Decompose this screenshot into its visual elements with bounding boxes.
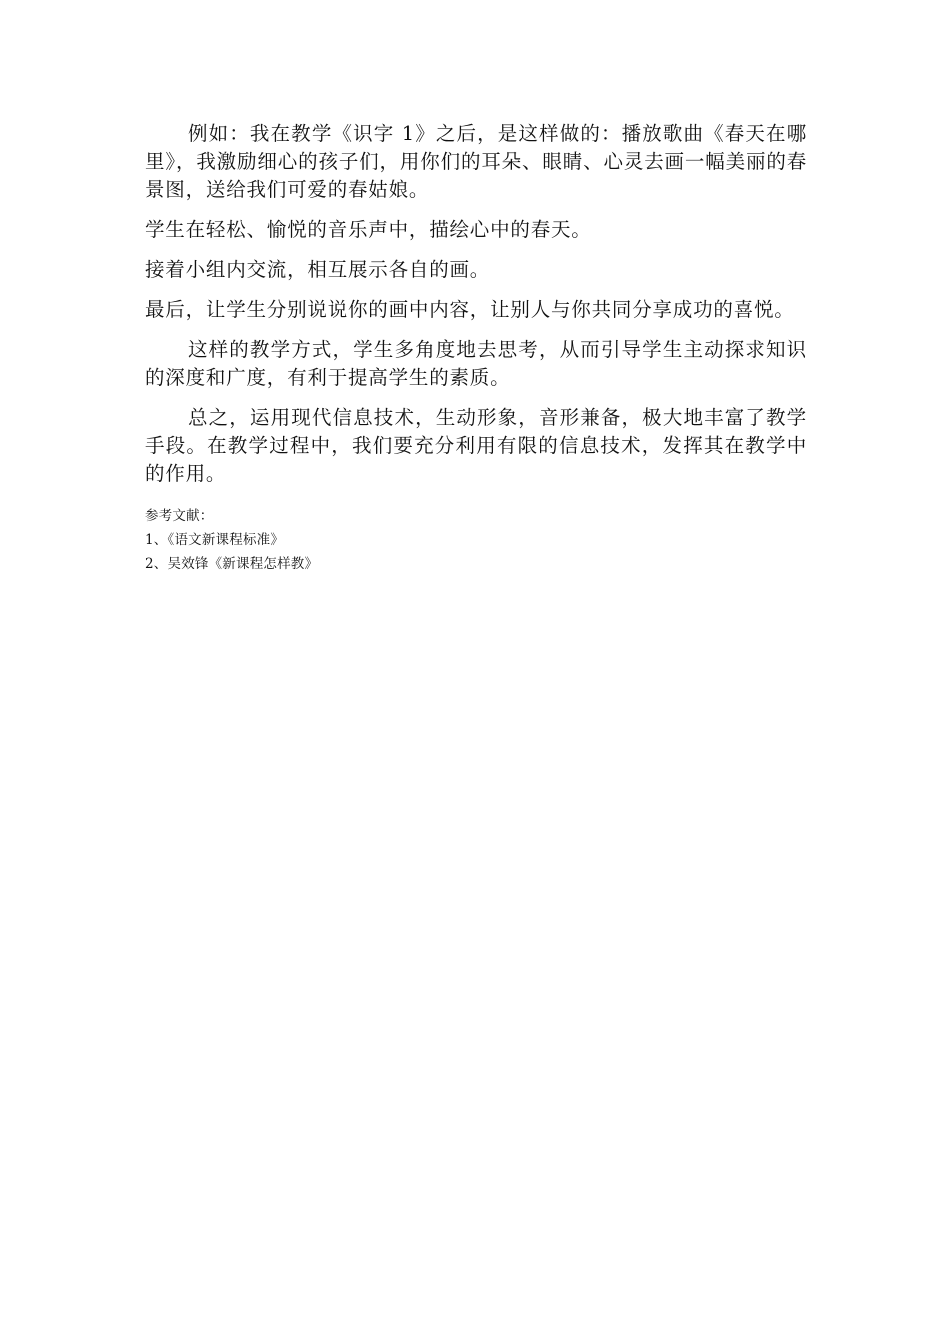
- paragraph-share: 最后，让学生分别说说你的画中内容，让别人与你共同分享成功的喜悦。: [145, 298, 795, 321]
- references-heading: 参考文献：: [145, 508, 214, 524]
- paragraph-group-exchange: 接着小组内交流，相互展示各自的画。: [145, 258, 491, 281]
- paragraph-conclusion: 总之，运用现代信息技术，生动形象，音形兼备，极大地丰富了教学手段。在教学过程中，我们要充分利用有限的信息技术，发挥其在教学中的作用。: [145, 406, 807, 485]
- reference-item: 1、《语文新课程标准》: [145, 532, 285, 548]
- paragraph-example: 例如：我在教学《识字 1》之后，是这样做的：播放歌曲《春天在哪里》，我激励细心的孩子们，用你们的耳朵、眼睛、心灵去画一幅美丽的春景图，送给我们可爱的春姑娘。: [145, 122, 807, 201]
- paragraph-students-draw: 学生在轻松、愉悦的音乐声中，描绘心中的春天。: [145, 218, 592, 241]
- document-body: [145, 120, 807, 576]
- paragraph-teaching-method: 这样的教学方式，学生多角度地去思考，从而引导学生主动探求知识的深度和广度，有利于提高学生的素质。: [145, 338, 807, 389]
- references-section: [145, 504, 807, 576]
- reference-item: 2、吴效锋《新课程怎样教》: [145, 556, 319, 572]
